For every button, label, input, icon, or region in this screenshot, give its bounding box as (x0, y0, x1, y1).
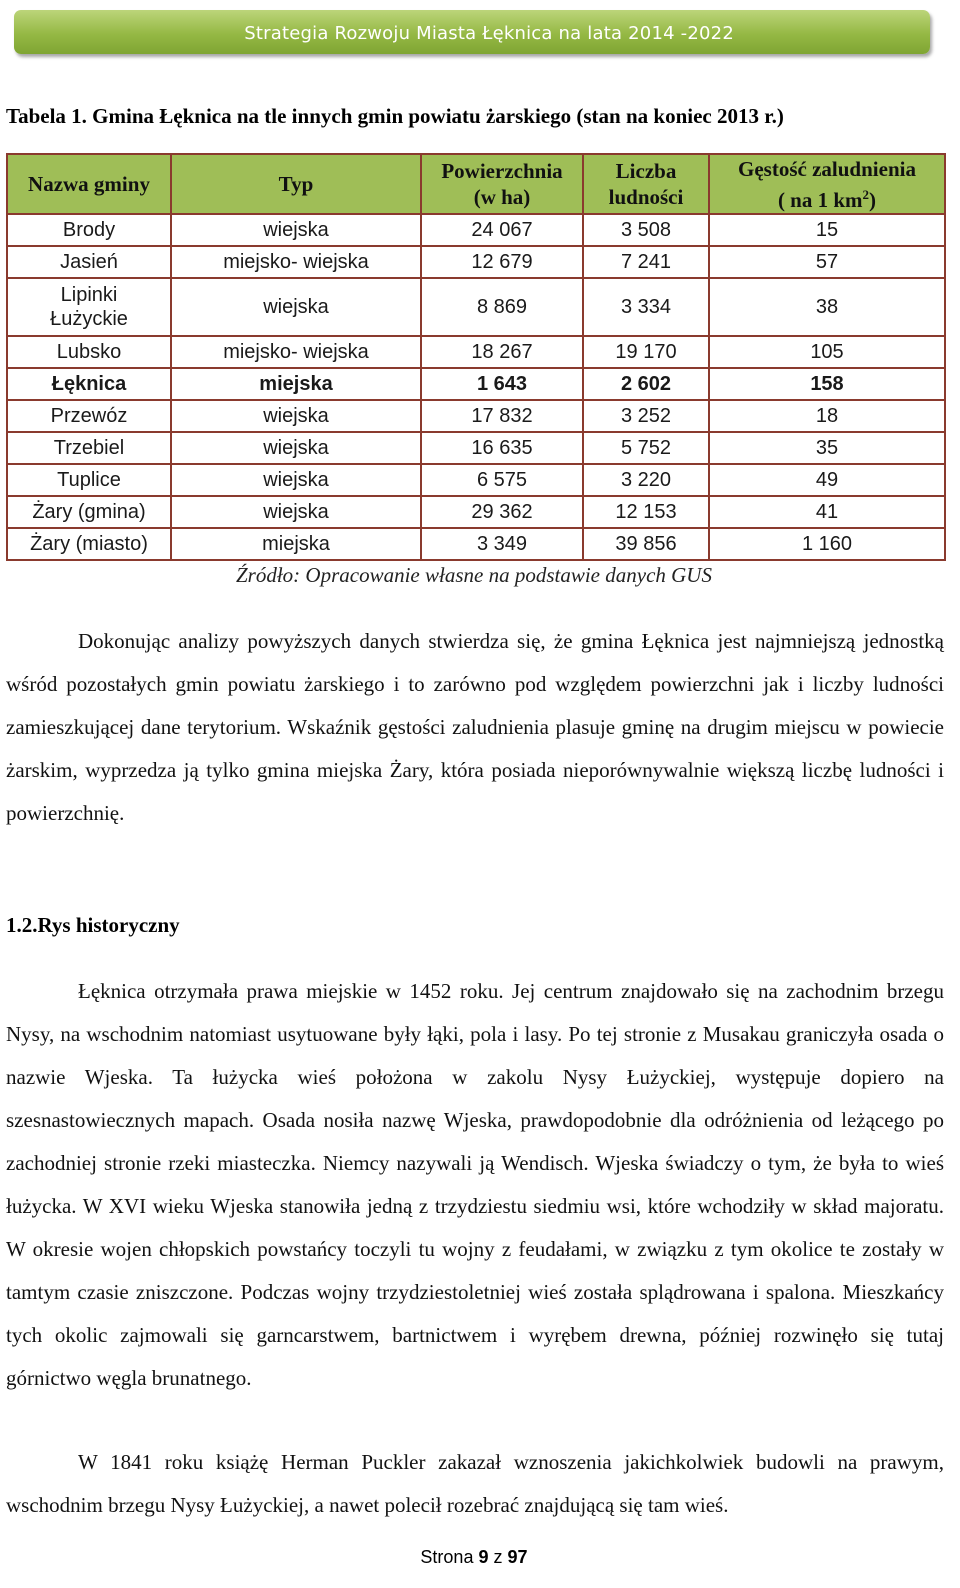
cell-density: 38 (709, 278, 945, 336)
table-caption: Tabela 1. Gmina Łęknica na tle innych gmin powiatu żarskiego (stan na koniec 2013 r.) (6, 104, 784, 128)
puckler-paragraph: W 1841 roku książę Herman Puckler zakazał wznoszenia jakichkolwiek budowli na prawym, wschodnim brzegu Nysy Łużyckiej, a nawet polecił rozebrać znajdującą się tam wieś. (6, 1450, 944, 1517)
cell-area: 16 635 (421, 432, 583, 464)
cell-population: 19 170 (583, 336, 709, 368)
cell-name: Trzebiel (7, 432, 171, 464)
table-row (7, 528, 945, 560)
cell-density: 105 (709, 336, 945, 368)
municipalities-table (6, 153, 946, 561)
cell-type: miejsko- wiejska (171, 246, 421, 278)
col-header-density: Gęstość zaludnienia ( na 1 $km^2$) (709, 154, 945, 214)
cell-population: 5 752 (583, 432, 709, 464)
cell-population: 7 241 (583, 246, 709, 278)
cell-density: 57 (709, 246, 945, 278)
table-header-row (7, 154, 945, 214)
cell-area: 17 832 (421, 400, 583, 432)
col-header-type: Typ (171, 154, 421, 214)
cell-name: Jasień (7, 246, 171, 278)
cell-population: 12 153 (583, 496, 709, 528)
cell-population: 3 252 (583, 400, 709, 432)
cell-area: 6 575 (421, 464, 583, 496)
cell-type: wiejska (171, 400, 421, 432)
cell-type: wiejska (171, 464, 421, 496)
page-number: Strona 9 z 97 (420, 1547, 528, 1567)
cell-name: Lubsko (7, 336, 171, 368)
cell-density: 15 (709, 214, 945, 246)
history-paragraph: Łęknica otrzymała prawa miejskie w 1452 roku. Jej centrum znajdowało się na zachodnim brzegu Nysy, na wschodnim natomiast usytuowane były łąki, pola i lasy. Po tej stronie z Musakau graniczyła osada o nazwie Wjeska. Ta łużycka wieś położona w zakolu Nysy Łużyckiej, występuje dopiero na szesnastowiecznych mapach. Osada nosiła nazwę Wjeska, prawdopodobnie dla odróżnienia od leżącego po zachodniej stronie rzeki miasteczka. Niemcy nazywali ją Wendisch. Wjeska świadczy o tym, że była to wieś łużycka. W XVI wieku Wjeska stanowiła jedną z trzydziestu siedmiu wsi, które wchodziły w skład majoratu. W okresie wojen chłopskich powstańcy toczyli tu wojny z feudałami, w związku z tym okolice te zostały w tamtym czasie zniszczone. Podczas wojny trzydziestoletniej wieś została splądrowana i spalona. Mieszkańcy tych okolic zajmowali się garncarstwem, bartnictwem i wyrębem drewna, później rozwinęło się tutaj górnictwo węgla brunatnego. (6, 979, 944, 1390)
cell-type: miejska (171, 368, 421, 400)
table-row (7, 464, 945, 496)
table-row (7, 214, 945, 246)
cell-density: 18 (709, 400, 945, 432)
table-row (7, 400, 945, 432)
header-title: Strategia Rozwoju Miasta Łęknica na lata 2014 -2022 (244, 23, 734, 44)
cell-population: 3 220 (583, 464, 709, 496)
table-row (7, 432, 945, 464)
cell-density: 158 (709, 368, 945, 400)
table-source-note: Źródło: Opracowanie własne na podstawie danych GUS (236, 563, 712, 587)
cell-type: wiejska (171, 278, 421, 336)
cell-area: 8 869 (421, 278, 583, 336)
cell-type: wiejska (171, 432, 421, 464)
cell-name: Tuplice (7, 464, 171, 496)
cell-density: 41 (709, 496, 945, 528)
cell-name: Przewóz (7, 400, 171, 432)
section-heading: 1.2.Rys historyczny (6, 913, 180, 937)
cell-area: 3 349 (421, 528, 583, 560)
cell-area: 24 067 (421, 214, 583, 246)
table-row (7, 336, 945, 368)
col-header-population: Liczba ludności (583, 154, 709, 214)
cell-population: 2 602 (583, 368, 709, 400)
table-row (7, 496, 945, 528)
cell-name: Żary (gmina) (7, 496, 171, 528)
cell-area: 1 643 (421, 368, 583, 400)
cell-type: wiejska (171, 496, 421, 528)
table-row (7, 246, 945, 278)
table-row-highlighted (7, 368, 945, 400)
cell-population: 3 508 (583, 214, 709, 246)
cell-density: 49 (709, 464, 945, 496)
col-header-name: Nazwa gminy (7, 154, 171, 214)
cell-density: 1 160 (709, 528, 945, 560)
cell-type: wiejska (171, 214, 421, 246)
cell-population: 39 856 (583, 528, 709, 560)
cell-name: Lipinki Łużyckie (7, 278, 171, 336)
cell-name: Brody (7, 214, 171, 246)
cell-area: 18 267 (421, 336, 583, 368)
cell-name: Żary (miasto) (7, 528, 171, 560)
cell-area: 12 679 (421, 246, 583, 278)
cell-type: miejska (171, 528, 421, 560)
cell-density: 35 (709, 432, 945, 464)
cell-area: 29 362 (421, 496, 583, 528)
analysis-paragraph: Dokonując analizy powyższych danych stwierdza się, że gmina Łęknica jest najmniejszą jednostką wśród pozostałych gmin powiatu żarskiego i to zarówno pod względem powierzchni jak i liczby ludności zamieszkującej dane terytorium. Wskaźnik gęstości zaludnienia plasuje gminę na drugim miejscu w powiecie żarskim, wyprzedza ją tylko gmina miejska Żary, która posiada nieporównywalnie większą liczbę ludności i powierzchnię. (6, 629, 944, 825)
cell-name: Łęknica (7, 368, 171, 400)
table-row (7, 278, 945, 336)
col-header-area: Powierzchnia (w ha) (421, 154, 583, 214)
cell-type: miejsko- wiejska (171, 336, 421, 368)
cell-population: 3 334 (583, 278, 709, 336)
